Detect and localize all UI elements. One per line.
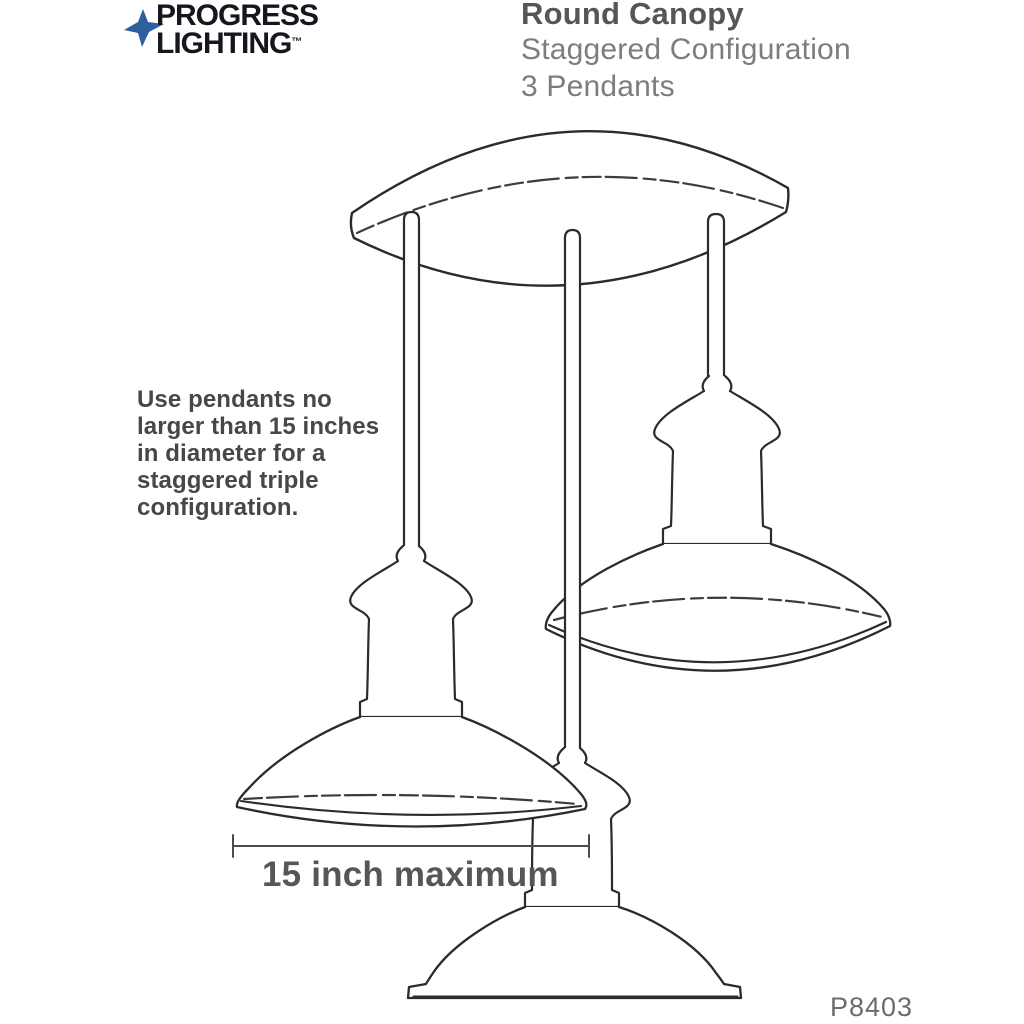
note-line: configuration. xyxy=(137,494,299,521)
shade-bottom xyxy=(408,907,741,998)
dimension-label: 15 inch maximum xyxy=(262,855,559,894)
note-line: in diameter for a xyxy=(137,440,326,467)
subtitle-pendant-count: 3 Pendants xyxy=(521,69,675,103)
note-line: staggered triple xyxy=(137,467,319,494)
diagram-header xyxy=(521,0,1001,105)
product-code: P8403 xyxy=(830,992,914,1022)
brand-line2: LIGHTING™ xyxy=(156,27,303,60)
socket-left xyxy=(350,546,472,717)
socket-right xyxy=(654,376,780,544)
stem-middle xyxy=(565,230,580,752)
subtitle-configuration: Staggered Configuration xyxy=(521,33,851,66)
stem-left xyxy=(404,212,419,550)
usage-note xyxy=(137,386,397,521)
brand-line1: PROGRESS xyxy=(156,0,319,32)
stem-right xyxy=(708,214,724,382)
note-line: larger than 15 inches xyxy=(137,413,380,440)
progress-lighting-logo xyxy=(120,2,350,66)
note-line: Use pendants no xyxy=(137,386,332,413)
page-title: Round Canopy xyxy=(521,0,744,31)
trademark-symbol: ™ xyxy=(291,36,303,48)
